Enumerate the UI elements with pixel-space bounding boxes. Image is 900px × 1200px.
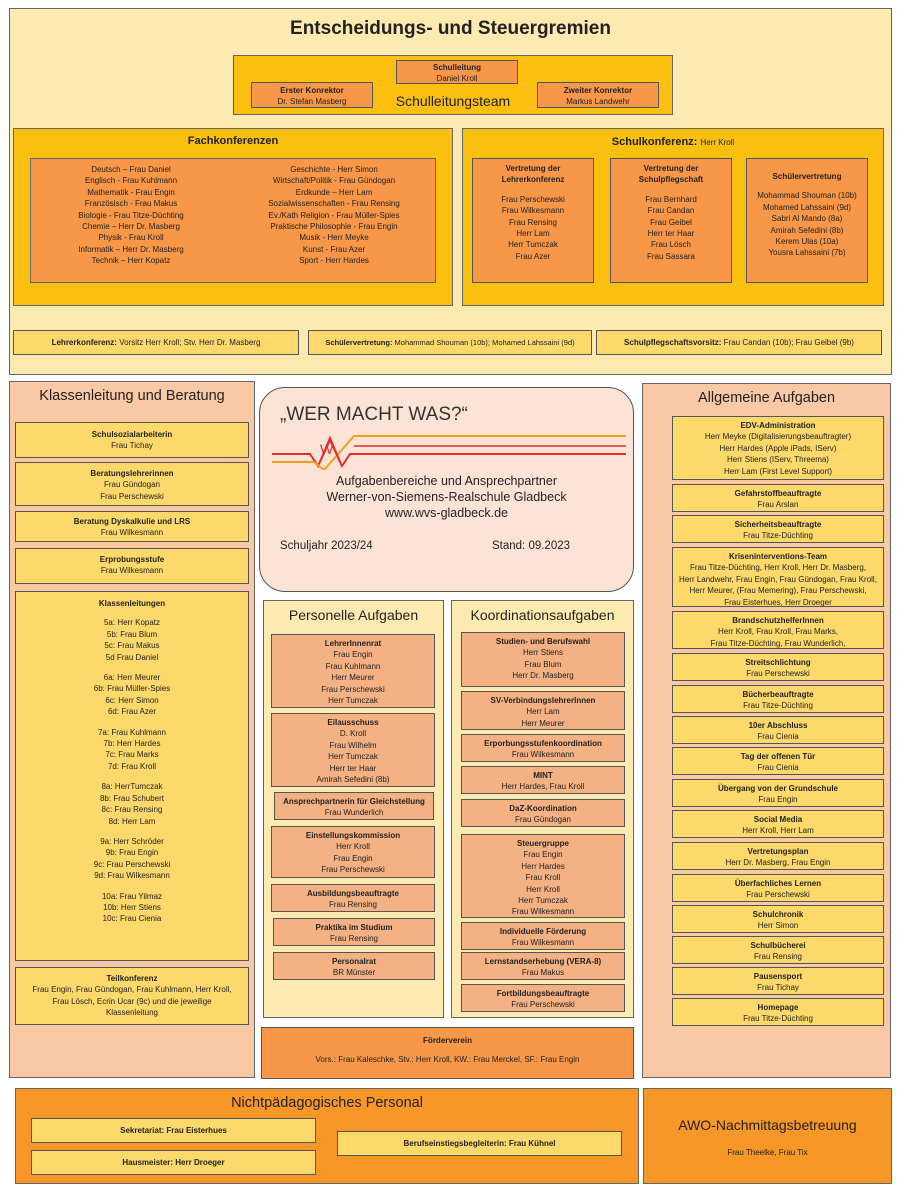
allg-item-name: Frau Cienia xyxy=(757,732,799,742)
schueler-vertreter-name: Amirah Sefedini (8b) xyxy=(770,225,844,235)
vertretung-lehrer-title1: Vertretung der xyxy=(505,164,561,173)
teilkonferenz-title: Teilkonferenz xyxy=(106,974,158,983)
allg-item xyxy=(672,716,884,744)
allg-item-name: Frau Cienia xyxy=(757,763,799,773)
vertretung-pflege-title2: Schulpflegschaft xyxy=(638,175,704,185)
schulkonferenz-title: Schulkonferenz: xyxy=(611,136,698,148)
koord-item-title: Individuelle Förderung xyxy=(499,927,587,936)
personell-item xyxy=(273,918,435,946)
allg-item-title: Schulchronik xyxy=(752,910,804,919)
awo-names: Frau Theelke, Frau Tix xyxy=(727,1148,808,1157)
center-line1: Aufgabenbereiche und Ansprechpartner xyxy=(336,474,557,488)
personell-item-name: Herr Tumczak xyxy=(328,696,378,706)
center-stand: Stand: 09.2023 xyxy=(492,540,571,552)
fach-right-column xyxy=(231,164,437,267)
allg-item-name: Frau Titze-Düchting, Herr Kroll, Herr Dr. Masberg, xyxy=(689,563,867,573)
pflege-vertreter-name: Frau Geibel xyxy=(650,217,692,227)
allg-item-title: Überfachliches Lernen xyxy=(734,879,822,888)
allg-item xyxy=(672,998,884,1026)
koord-item-title: Lernstandserhebung (VERA-8) xyxy=(484,957,602,966)
fachkonferenzen-list xyxy=(30,158,436,283)
allg-item-name: Herr Kroll, Frau Kroll, Frau Marks, xyxy=(717,627,839,637)
lehrer-vertreter-name: Frau Wilkesmann xyxy=(501,206,565,216)
schueler-vertreter-name: Mohammad Shouman (10b) xyxy=(757,191,857,201)
allg-item-name: Herr Landwehr, Frau Engin, Frau Gündogan, Frau Kroll, xyxy=(679,574,877,584)
fachkonferenzen-title: Fachkonferenzen xyxy=(187,135,279,147)
center-heading: „WER MACHT WAS?“ xyxy=(280,404,468,425)
fachkonferenz-item: Chemie – Herr Dr. Masberg xyxy=(82,222,180,232)
koord-item-name: Herr Tumczak xyxy=(518,896,568,906)
dyskal-title: Beratung Dyskalkulie und LRS xyxy=(73,517,191,526)
pflege-vertreter-name: Frau Sassara xyxy=(646,251,696,261)
allg-item xyxy=(672,779,884,807)
center-url[interactable]: www.wvs-gladbeck.de xyxy=(385,506,508,520)
schueler-vertreter-name: Kerem Ulas (10a) xyxy=(775,237,839,247)
allg-item xyxy=(672,810,884,838)
schulkonferenz-chair: Herr Kroll xyxy=(700,138,735,147)
klassenleitung-item: 6a: Herr Meurer xyxy=(103,673,161,683)
koord-item-title: MINT xyxy=(533,771,553,780)
lehrer-vertreter-name: Herr Lam xyxy=(516,229,550,239)
koord-item xyxy=(461,922,625,950)
klassenleitung-item: 8a: HerrTumczak xyxy=(101,782,163,792)
pflege-vertreter-name: Frau Bernhard xyxy=(645,194,697,204)
klassenleitung-item: 6c: Herr Simon xyxy=(105,695,159,705)
allg-item-name: Frau Perschewski xyxy=(746,890,810,900)
klassenleitung-item: 8c: Frau Rensing xyxy=(101,805,163,815)
klassenleitung-title: Klassenleitung und Beratung xyxy=(39,388,225,404)
koord-item xyxy=(461,632,625,687)
allg-item-title: Kriseninterventions-Team xyxy=(728,552,828,561)
personell-item xyxy=(271,884,435,912)
personell-item-name: Frau Engin xyxy=(333,853,373,863)
schueler-vertreter-name: Sabri Al Mando (8a) xyxy=(771,214,843,224)
allg-item-name: Herr Hardes (Apple iPads, IServ) xyxy=(719,443,837,453)
allg-item-title: Tag der offenen Tür xyxy=(740,752,816,761)
teilkonferenz-line-2: Frau Lösch, Ecrin Ucar (9c) und die jeweilige xyxy=(52,996,212,1006)
klassenleitung-item: 5d Frau Daniel xyxy=(105,652,159,662)
personell-item-title: Einstellungskommission xyxy=(305,831,401,840)
koord-item-name: Frau Makus xyxy=(521,968,565,978)
lehrer-vertreter-name: Frau Rensing xyxy=(508,217,558,227)
allg-item xyxy=(672,842,884,870)
klassenleitung-item: 7c: Frau Marks xyxy=(105,750,159,760)
koord-item-name: Herr Dr. Masberg xyxy=(512,671,574,681)
allg-item-name: Frau Titze-Düchting xyxy=(743,701,813,711)
sozialarbeit-title: Schulsozialarbeiterin xyxy=(91,430,173,439)
schuelervertretung-bar xyxy=(308,330,592,355)
koord-item xyxy=(461,766,625,794)
personell-item-name: Herr Kroll xyxy=(336,842,370,852)
koord-item-name: Frau Wilkesmann xyxy=(511,907,575,917)
koord-item xyxy=(461,799,625,827)
koord-item-title: DaZ-Koordination xyxy=(509,804,577,813)
klassenleitung-item: 9c: Frau Perschewski xyxy=(93,859,171,869)
personell-item-title: Ausbildungsbeauftragte xyxy=(306,889,399,898)
allg-item-name: Frau Titze-Düchting xyxy=(743,531,813,541)
personell-item-name: Herr Tumczak xyxy=(328,752,378,762)
allg-item-name: Herr Stiens (IServ, Threema) xyxy=(727,455,829,465)
fachkonferenz-item: Informatik – Herr Dr. Masberg xyxy=(78,244,184,254)
koord-item-name: Frau Gündogan xyxy=(514,815,572,825)
allg-item-title: Übergang von der Grundschule xyxy=(717,784,838,793)
klassenleitung-item: 6d: Frau Azer xyxy=(107,707,157,717)
schueler-vertreter-name: Mohamed Lahssaini (9d) xyxy=(762,202,852,212)
allg-item xyxy=(672,653,884,681)
teilkonferenz-line-3: Klassenleitung xyxy=(105,1008,159,1018)
koord-item xyxy=(461,691,625,730)
fachkonferenz-item: Praktische Philosophie - Frau Engin xyxy=(270,222,398,232)
koord-item-name: Herr Lam xyxy=(526,707,560,717)
allg-item-name: Frau Eisterhues, Herr Droeger xyxy=(724,597,832,607)
koord-item-name: Herr Kroll xyxy=(526,884,560,894)
personell-item-name: Amirah Sefedini (8b) xyxy=(316,775,390,785)
klassenleitung-item: 5b: Frau Blum xyxy=(106,629,158,639)
allg-item-title: Bücherbeauftragte xyxy=(742,690,814,699)
erprobung-name: Frau Wilkesmann xyxy=(100,566,164,576)
fachkonferenz-item: Geschichte - Herr Simon xyxy=(290,165,378,174)
beratungslehrer-box xyxy=(15,462,249,506)
koord-item-name: Herr Meurer xyxy=(521,718,565,728)
personell-item-name: BR Münster xyxy=(332,968,376,978)
klassenleitung-item: 7a: Frau Kuhlmann xyxy=(97,727,167,737)
sozialarbeit-name: Frau Tichay xyxy=(111,441,153,451)
personell-item-name: Frau Rensing xyxy=(328,900,378,910)
allg-item xyxy=(672,416,884,480)
klassenleitung-item: 9b: Frau Engin xyxy=(105,848,159,858)
schuelervertretung-bar-text: Mohammad Shouman (10b); Mohamed Lahssaini (9d) xyxy=(394,338,575,347)
allg-item-title: Streitschlichtung xyxy=(745,658,811,667)
vertretung-pflege-names xyxy=(611,194,731,262)
erprobungsstufe-box xyxy=(15,548,249,584)
zweiter-konrektor-name: Markus Landwehr xyxy=(566,97,630,107)
allg-item xyxy=(672,515,884,543)
klassenleitung-item: 8b: Frau Schubert xyxy=(99,793,165,803)
teilkonferenz-line-1: Frau Engin, Frau Gündogan, Frau Kuhlmann, Herr Kroll, xyxy=(32,985,232,995)
dyskalkulie-box xyxy=(15,511,249,542)
schuelervertretung-names xyxy=(747,190,867,258)
koordination-title: Koordinationsaufgaben xyxy=(470,607,615,623)
allg-item-name: Herr Meyke (Digitalisierungsbeauftragter) xyxy=(704,432,852,442)
fachkonferenz-item: Ev./Kath Religion - Frau Müller-Spies xyxy=(268,210,400,220)
allg-item-name: Frau Titze-Düchting, Frau Wunderlich, xyxy=(710,638,846,648)
vertretung-lehrerkonferenz-box xyxy=(472,158,594,283)
klassenleitungen-box xyxy=(15,591,249,961)
allg-item-title: Social Media xyxy=(753,815,803,824)
vertretung-lehrer-names xyxy=(473,194,593,262)
klassenleitung-item: 8d: Herr Lam xyxy=(108,816,156,826)
personell-item-name: Frau Wunderlich xyxy=(324,808,384,818)
allg-item xyxy=(672,685,884,713)
personell-item-title: Eilausschuss xyxy=(327,718,379,727)
foerderverein-box xyxy=(261,1027,634,1079)
schuelervertretung-title: Schülervertretung xyxy=(772,172,842,181)
hausmeister-text: Hausmeister: Herr Droeger xyxy=(122,1158,225,1167)
allg-item xyxy=(672,967,884,995)
fachkonferenz-item: Musik - Herr Meyke xyxy=(299,233,369,243)
klassen-group xyxy=(16,617,248,663)
koord-item-title: SV-VerbindungslehrerInnen xyxy=(490,696,596,705)
klassenleitung-item: 5c: Frau Makus xyxy=(104,641,160,651)
personell-item xyxy=(273,952,435,980)
klassenleitung-item: 9d: Frau Wilkesmann xyxy=(94,871,170,881)
teilkonferenz-box xyxy=(15,967,249,1025)
allg-item-name: Frau Tichay xyxy=(757,983,799,993)
lehrerkonferenz-bar xyxy=(13,330,299,355)
koord-item xyxy=(461,834,625,918)
allg-item xyxy=(672,905,884,933)
fachkonferenz-item: Kunst - Frau Azer xyxy=(302,244,366,254)
nichtpaedagogisch-title: Nichtpädagogisches Personal xyxy=(231,1095,423,1111)
personell-item xyxy=(274,792,434,820)
klassenleitungen-title: Klassenleitungen xyxy=(98,599,166,608)
schulleitung-box xyxy=(396,60,518,84)
berufseinstieg-bar xyxy=(337,1131,622,1156)
koord-item-title: Fortbildungsbeauftragte xyxy=(496,989,590,998)
logo-letter: W xyxy=(320,441,334,457)
personell-item-title: LehrerInnenrat xyxy=(324,639,382,648)
klassenleitung-item: 5a: Herr Kopatz xyxy=(103,618,161,628)
klassenleitung-item: 10a: Frau Yilmaz xyxy=(101,891,163,901)
beratung-title: Beratungslehrerinnen xyxy=(90,469,174,478)
allg-item-name: Frau Perschewski xyxy=(746,669,810,679)
sozialarbeit-box xyxy=(15,422,249,458)
allg-item-title: Pausensport xyxy=(753,972,803,981)
allg-item-name: Herr Kroll, Herr Lam xyxy=(742,826,814,836)
personell-item-name: Frau Kuhlmann xyxy=(325,661,381,671)
allg-item-title: 10er Abschluss xyxy=(748,721,808,730)
lehrerkonferenz-text: Vorsitz Herr Kroll; Stv. Herr Dr. Masberg xyxy=(119,338,261,347)
schueler-vertreter-name: Yousra Lahssaini (7b) xyxy=(768,248,846,258)
personell-item-name: Herr Meurer xyxy=(331,673,375,683)
allg-item-name: Frau Arslan xyxy=(757,500,799,510)
klassen-group xyxy=(16,727,248,773)
pflege-vertreter-name: Herr ter Haar xyxy=(647,229,695,239)
schulleitungsteam-label: Schulleitungsteam xyxy=(395,93,511,109)
zweiter-konrektor-title: Zweiter Konrektor xyxy=(563,86,633,95)
fachkonferenz-item: Physik - Frau Kroll xyxy=(98,233,164,243)
beratung-name-2: Frau Perschewski xyxy=(100,491,164,501)
pflegschaft-text: Frau Candan (10b); Frau Geibel (9b) xyxy=(723,338,854,347)
allg-item xyxy=(672,547,884,607)
koord-item-name: Herr Stiens xyxy=(522,648,563,658)
allg-item xyxy=(672,484,884,512)
schulkonferenz-heading xyxy=(463,136,883,148)
personell-item-name: Frau Perschewski xyxy=(321,865,385,875)
allg-item-name: Herr Dr. Masberg, Frau Engin xyxy=(725,858,831,868)
allg-item-title: Sicherheitsbeauftragte xyxy=(734,520,822,529)
zweiter-konrektor-box xyxy=(537,82,659,108)
koord-item-name: Herr Hardes, Frau Kroll xyxy=(501,782,585,792)
schuelervertretung-bar-label: Schülervertretung: xyxy=(325,338,393,347)
klassenleitung-item: 10c: Frau Cienia xyxy=(102,914,162,924)
koord-item-name: Frau Blum xyxy=(524,659,562,669)
koord-item-name: Frau Engin xyxy=(523,850,563,860)
allgemeine-title: Allgemeine Aufgaben xyxy=(697,390,836,406)
allg-item-title: Gefahrstoffbeauftragte xyxy=(734,489,822,498)
personell-item-name: Herr ter Haar xyxy=(329,763,377,773)
allg-item-title: Schulbücherei xyxy=(750,941,806,950)
allg-item xyxy=(672,936,884,964)
erster-konrektor-box xyxy=(251,82,373,108)
koord-item-title: Steuergruppe xyxy=(516,839,569,848)
hausmeister-bar xyxy=(31,1150,316,1175)
koord-item-name: Frau Perschewski xyxy=(511,1000,575,1010)
fachkonferenz-item: Sozialwissenschaften - Frau Rensing xyxy=(268,199,400,209)
allg-item-name: Herr Lam (First Level Support) xyxy=(723,466,833,476)
sekretariat-text: Sekretariat: Frau Eisterhues xyxy=(120,1126,227,1135)
fachkonferenz-item: Biologie - Frau Titze-Düchting xyxy=(78,210,184,220)
personell-item-title: Ansprechpartnerin für Gleichstellung xyxy=(283,797,425,806)
foerderverein-text: Vors.: Frau Kaleschke, Stv.: Herr Kroll, KW.: Frau Merckel, SF.: Frau Engin xyxy=(315,1055,580,1065)
personell-item-name: Frau Wilhelm xyxy=(329,740,377,750)
gremien-title: Entscheidungs- und Steuergremien xyxy=(290,18,611,39)
lehrer-vertreter-name: Frau Azer xyxy=(515,251,551,261)
dyskal-name: Frau Wilkesmann xyxy=(100,528,164,538)
personell-item-name: Frau Rensing xyxy=(329,934,379,944)
pflegschaft-label: Schulpflegschaftsvorsitz: xyxy=(624,338,722,347)
klassen-group xyxy=(16,891,248,925)
klassenleitungen-list xyxy=(16,617,248,924)
koord-item-name: Frau Wilkesmann xyxy=(511,750,575,760)
koord-item-name: Herr Hardes xyxy=(521,861,565,871)
fachkonferenz-item: Technik – Herr Kopatz xyxy=(91,256,171,266)
allg-item xyxy=(672,747,884,775)
koord-item xyxy=(461,984,625,1012)
lehrerkonferenz-label: Lehrerkonferenz: xyxy=(51,338,117,347)
berufseinstieg-text: Berufseinstiegsbegleiterin: Frau Kühnel xyxy=(403,1139,556,1148)
center-year: Schuljahr 2023/24 xyxy=(280,540,373,552)
fachkonferenz-item: Mathematik - Frau Engin xyxy=(87,187,175,197)
school-logo-icon xyxy=(270,426,626,470)
personell-item-name: Frau Engin xyxy=(333,650,373,660)
center-card xyxy=(259,387,634,592)
allg-item-name: Frau Engin xyxy=(758,795,798,805)
beratung-name-1: Frau Gündogan xyxy=(103,480,161,490)
fach-left-column xyxy=(31,164,231,267)
fachkonferenz-item: Erdkunde – Herr Lam xyxy=(295,187,373,197)
koord-item-name: Frau Kroll xyxy=(525,873,561,883)
personelle-title: Personelle Aufgaben xyxy=(288,607,419,623)
allg-item-title: Vertretungsplan xyxy=(747,847,809,856)
vertretung-schulpflegschaft-box xyxy=(610,158,732,283)
allg-item-name: Frau Rensing xyxy=(753,952,803,962)
allg-item-title: Homepage xyxy=(757,1003,799,1012)
koord-item xyxy=(461,734,625,762)
sekretariat-bar xyxy=(31,1118,316,1143)
vertretung-lehrer-title2: Lehrerkonferenz xyxy=(501,175,565,185)
awo-title: AWO-Nachmittagsbetreuung xyxy=(678,1117,857,1133)
pflege-vertreter-name: Frau Lösch xyxy=(650,240,692,250)
personell-item xyxy=(271,713,435,787)
vertretung-pflege-title1: Vertretung der xyxy=(643,164,699,173)
pflege-vertreter-name: Frau Candan xyxy=(647,206,695,216)
awo-panel xyxy=(643,1088,892,1184)
allg-item-name: Herr Simon xyxy=(757,921,799,931)
center-line2: Werner-von-Siemens-Realschule Gladbeck xyxy=(326,490,567,504)
erster-konrektor-title: Erster Konrektor xyxy=(280,86,344,95)
allg-item xyxy=(672,611,884,649)
erprobung-title: Erprobungsstufe xyxy=(99,555,165,564)
personell-item-title: Personalrat xyxy=(331,957,377,966)
fachkonferenz-item: Wirtschaft/Politik - Frau Gündogan xyxy=(272,176,396,186)
personell-item-name: Frau Perschewski xyxy=(321,684,385,694)
schuelervertretung-box xyxy=(746,158,868,283)
foerderverein-title: Förderverein xyxy=(423,1036,472,1045)
personell-item-title: Praktika im Studium xyxy=(315,923,393,932)
fachkonferenz-item: Französisch - Frau Makus xyxy=(84,199,178,209)
klassenleitung-item: 7b: Herr Hardes xyxy=(103,739,161,749)
klassenleitung-item: 9a: Herr Schröder xyxy=(100,836,164,846)
koord-item-title: Studien- und Berufswahl xyxy=(495,637,591,646)
klassen-group xyxy=(16,781,248,827)
allg-item xyxy=(672,874,884,902)
allg-item-title: BrandschutzhelferInnen xyxy=(732,616,824,625)
fachkonferenz-item: Sport - Herr Hardes xyxy=(299,256,369,266)
klassenleitung-item: 7d: Frau Kroll xyxy=(107,761,157,771)
klassenleitung-item: 10b: Herr Stiens xyxy=(103,902,161,912)
schulleitung-name: Daniel Kroll xyxy=(436,74,478,84)
fachkonferenz-item: Englisch - Frau Kuhlmann xyxy=(84,176,178,186)
klassenleitung-item: 6b: Frau Müller-Spies xyxy=(93,684,171,694)
schulleitung-title: Schulleitung xyxy=(433,63,481,72)
personell-item xyxy=(271,634,435,708)
lehrer-vertreter-name: Herr Tumczak xyxy=(508,240,558,250)
pflegschaft-bar xyxy=(596,330,882,355)
fachkonferenz-item: Deutsch – Frau Daniel xyxy=(91,165,171,174)
erster-konrektor-name: Dr. Stefan Masberg xyxy=(277,97,347,107)
koord-item xyxy=(461,952,625,980)
lehrer-vertreter-name: Frau Perschewski xyxy=(501,194,565,204)
koord-item-title: Erporbungsstufenkoordination xyxy=(484,739,602,748)
klassen-group xyxy=(16,836,248,882)
allg-item-name: Herr Meurer, (Frau Memering), Frau Perschewski, xyxy=(689,586,867,596)
personell-item-name: D. Kroll xyxy=(339,729,367,739)
koord-item-name: Frau Wilkesmann xyxy=(511,938,575,948)
klassen-group xyxy=(16,672,248,718)
personell-item xyxy=(271,826,435,878)
allg-item-title: EDV-Administration xyxy=(740,421,816,430)
allg-item-name: Frau Titze-Düchting xyxy=(743,1014,813,1024)
